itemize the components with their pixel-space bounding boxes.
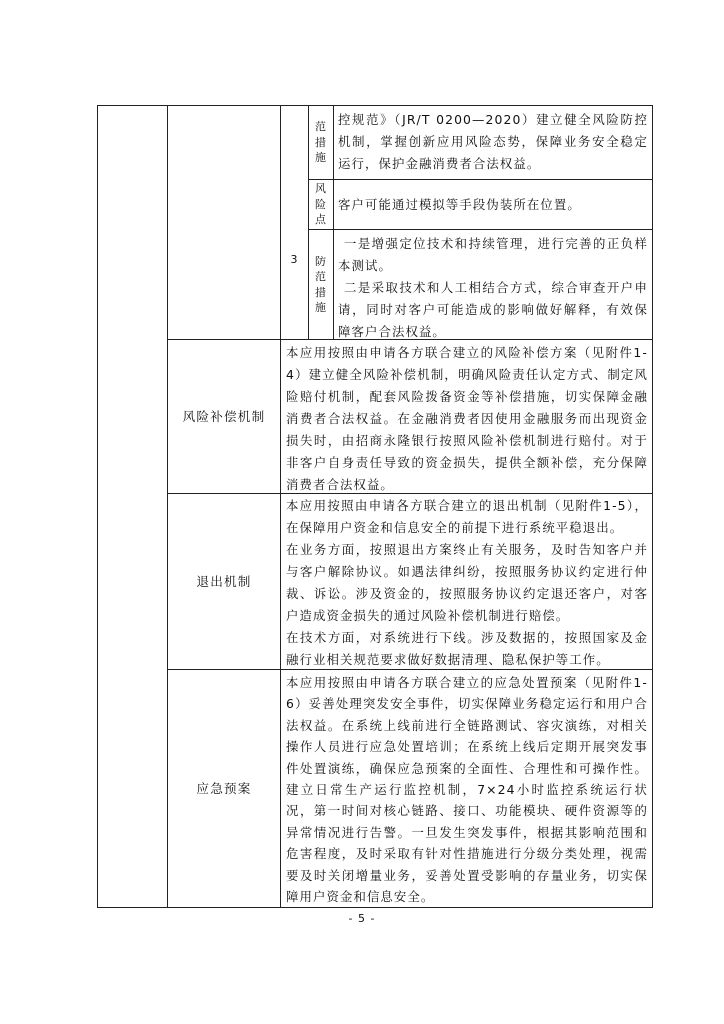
exit-paragraph: 在技术方面，对系统进行下线。涉及数据的，按照国家及金融行业相关规范要求做好数据清理、隐私保护等工作。: [286, 630, 648, 667]
label-char: 范: [314, 270, 328, 283]
prevention-text: [338, 230, 648, 339]
exit-text: [286, 494, 648, 669]
prevention-vertical-label: [309, 230, 333, 339]
label-char: 防: [314, 254, 328, 268]
risk-point-text: [338, 180, 648, 229]
emergency-text: [286, 670, 648, 907]
emergency-label: [168, 670, 280, 907]
compensation-label: [168, 340, 280, 493]
risk-point-vertical-label: [309, 180, 333, 229]
measures-text: [338, 106, 648, 179]
page-number: - 5 -: [348, 912, 376, 925]
compensation-paragraph: 本应用按照由申请各方联合建立的风险补偿方案（见附件1-4）建立健全风险补偿机制，明确风险责任认定方式、制定风险赔付机制，配套风险拨备资金等补偿措施，切实保障金融消费者合法权益。在金融消费者因使用金融服务而出现资金损失时，由招商永隆银行按照风险补偿机制进行赔付。对于非客户自身责任导致的资金损失，提供全额补偿，充分保障消费者合法权益。: [286, 345, 648, 492]
label-char: 措: [314, 285, 328, 299]
label-char: 施: [314, 301, 328, 314]
exit-label: [168, 494, 280, 669]
emergency-label-text: 应急预案: [196, 780, 252, 796]
compensation-text: [286, 340, 648, 493]
column-divider: [333, 105, 334, 340]
label-char: 风: [314, 182, 328, 196]
item-number-text: 3: [290, 252, 299, 266]
compensation-label-text: 风险补偿机制: [182, 408, 266, 424]
label-char: 险: [314, 197, 328, 211]
risk-point-paragraph: 客户可能通过模拟等手段伪装所在位置。: [338, 196, 581, 212]
table-border-right: [652, 105, 653, 908]
label-char: 施: [314, 151, 328, 165]
exit-label-text: 退出机制: [196, 573, 252, 589]
label-char: 点: [314, 213, 328, 227]
measures-vertical-label: [309, 106, 333, 179]
prevention-paragraph: 二是采取技术和人工相结合方式，综合审查开户申请，同时对客户可能造成的影响做好解释，有效保障客户合法权益。: [338, 280, 648, 339]
prevention-paragraph: 一是增强定位技术和持续管理，进行完善的正负样本测试。: [338, 236, 648, 273]
measures-paragraph: 控规范》（JR/T 0200—2020）建立健全风险防控机制，掌握创新应用风险态势，保障业务安全稳定运行，保护金融消费者合法权益。: [338, 112, 648, 171]
item-number: [281, 180, 308, 339]
exit-paragraph: 本应用按照由申请各方联合建立的退出机制（见附件1-5），在保障用户资金和信息安全的前提下进行系统平稳退出。: [286, 498, 648, 535]
exit-paragraph: 在业务方面，按照退出方案终止有关服务，及时告知客户并与客户解除协议。如遇法律纠纷，按照服务协议约定进行仲裁、诉讼。涉及资金的，按照服务协议约定退还客户，对客户造成资金损失的通过风险补偿机制进行赔偿。: [286, 542, 648, 623]
table-border-left: [97, 105, 98, 908]
label-char: 范: [314, 120, 328, 134]
label-char: 措: [314, 135, 328, 149]
emergency-paragraph: 本应用按照由申请各方联合建立的应急处置预案（见附件1-6）妥善处理突发安全事件，切实保障业务稳定运行和用户合法权益。在系统上线前进行全链路测试、容灾演练，对相关操作人员进行应急处置培训；在系统上线后定期开展突发事件处置演练，确保应急预案的全面性、合理性和可操作性。建立日常生产运行监控机制，7×24小时监控系统运行状况，第一时间对核心链路、接口、功能模块、硬件资源等的异常情况进行告警。一旦发生突发事件，根据其影响范围和危害程度，及时采取有针对性措施进行分级分类处理，视需要及时关闭增量业务，妥善处置受影响的存量业务，切实保障用户资金和信息安全。: [286, 675, 648, 905]
